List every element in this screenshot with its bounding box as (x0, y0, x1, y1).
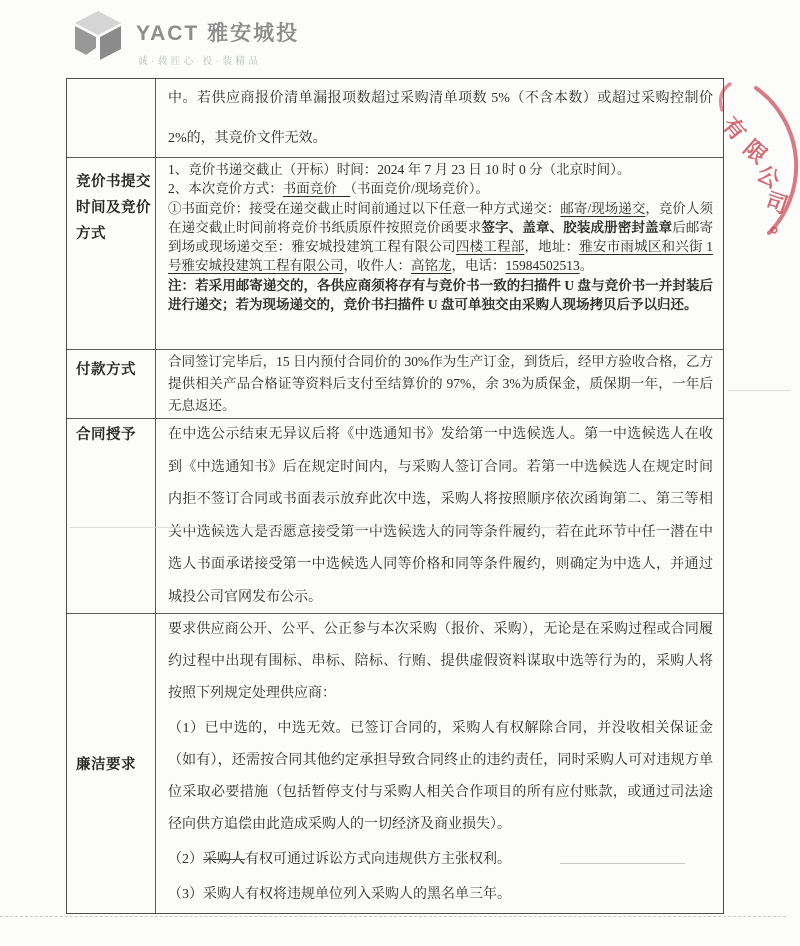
paragraph (168, 351, 713, 417)
paragraph (168, 713, 713, 841)
text-segment: 后邮寄到场或现场递交至：雅安城投建筑工程有限公司 (168, 219, 714, 255)
row-content-cell (156, 158, 723, 349)
text-segment: 四楼工程部 (455, 239, 525, 255)
text-segment: 中。若供应商报价清单漏报项数超过采购清单项数 5%（不含本数）或超过采购控制价 2%的，其竞价文件无效。 (168, 91, 713, 146)
paragraph (168, 199, 713, 276)
paragraph (168, 179, 713, 198)
text-segment: 在中选公示结束无异议后将《中选通知书》发给第一中选候选人。第一中选候选人在收到《中选通知书》后在规定时间内，与采购人签订合同。若第一中选候选人在规定时间内拒不签订合同或书面表示放弃此次中选，采购人将按照顺序依次函询第二、第三等相关中选候选人是否愿意接受第一中选候选人的同等条件履约，若在此环节中任一潜在中选人书面承诺接受第一中选候选人同等价格和同等条件履约，则确定为中选人，并通过城投公司官网发布公示。 (168, 427, 713, 605)
logo-title: YACT 雅安城投 (136, 22, 300, 45)
table-row-submission-time-method (67, 157, 723, 349)
table-row-integrity-requirements (67, 613, 723, 913)
row-header-cell: 合同授予 (67, 419, 156, 613)
text-segment: 1、竞价书递交截止（开标）时间：2024 年 7 月 23 日 10 时 0 分（北京时间）。 (168, 162, 631, 177)
paragraph (168, 614, 713, 710)
logo-text-block (136, 8, 299, 67)
text-segment: （1）已中选的，中选无效。已签订合同的，采购人有权解除合同，并没收相关保证金（如有），还需按合同其他约定承担导致合同终止的违约责任，同时采购人可对违规方单位采取必要措施（包括暂停支付与采购人相关合作项目的所有应付账款，或通过司法途径向供方追偿由此造成采购人的一切经济及商业损失）。 (168, 721, 713, 832)
row-header-cell: 廉洁要求 (67, 614, 156, 913)
seal-character: 公 (752, 160, 785, 194)
table-row-contract-award (67, 418, 723, 613)
text-segment: ，收件人： (343, 258, 411, 274)
text-segment: 合同签订完毕后，15 日内预付合同价的 30%作为生产订金，到货后，经甲方验收合格，乙方提供相关产品合格证等资料后支付至结算价的 97%，余 3%为质保金，质保期一年，一年后无息返还。 (168, 354, 713, 413)
text-segment: 高铭龙 (411, 258, 452, 274)
company-logo (72, 8, 299, 67)
table-row-payment-method (67, 349, 723, 418)
text-segment: （3）采购人有权将违规单位列入采购人的黑名单三年。 (168, 887, 511, 902)
seal-character: 限 (738, 135, 772, 169)
text-segment: 签字、盖章、胶装成册密封盖章 (481, 219, 673, 235)
text-segment: 采购人 (203, 852, 245, 867)
text-segment: 要求供应商公开、公平、公正参与本次采购（报价、采购），无论是在采购过程或合同履约过程中出现有围标、串标、陪标、行贿、提供虚假资料谋取中选等行为的，采购人将按照下列规定处理供应商： (168, 622, 713, 701)
row-content-cell (156, 614, 723, 913)
text-segment: ①书面竞价：接受在递交截止时间前通过以下任意一种方式递交： (168, 200, 561, 216)
text-segment: 有权可通过诉讼方式向违规供方主张权利。 (245, 852, 511, 867)
row-header-cell: 付款方式 (67, 350, 156, 418)
text-segment: （书面竞价/现场竞价）。 (350, 181, 490, 197)
seal-character: 。 (769, 211, 795, 239)
text-segment: 注：若采用邮寄递交的，各供应商须将存有与竞价书一致的扫描件 U 盘与竞价书一并封装后进行递交；若为现场递交的，竞价书扫描件 U 盘可单独交由采购人现场拷贝后予以归还。 (168, 277, 713, 313)
paragraph (168, 276, 713, 315)
paragraph (168, 879, 713, 911)
paragraph (168, 844, 713, 876)
seal-character: 司 (762, 187, 792, 219)
row-content-cell (156, 350, 723, 418)
text-segment: 。 (579, 258, 594, 274)
terms-table (66, 78, 724, 914)
text-segment: 15984502513 (505, 258, 580, 274)
row-header-cell: 竞价书提交时间及竞价方式 (67, 158, 156, 349)
row-content-cell (156, 79, 723, 157)
text-segment: 2、本次竞价方式： (168, 181, 283, 197)
logo-tagline: 诚·载匠心 投·装精品 (138, 56, 262, 67)
paragraph (168, 160, 713, 179)
seal-character: 有 (717, 112, 751, 146)
table-row-continued-clause (67, 79, 723, 157)
paragraph (168, 419, 713, 613)
text-segment: 雅安市雨城区和兴街 1 号雅安城投建筑工程有限公司 (168, 239, 714, 274)
text-segment: （2） (168, 852, 203, 867)
row-header-cell (67, 79, 156, 157)
text-segment: 书面竞价 (282, 181, 351, 197)
cube-logo-icon (72, 8, 124, 62)
scan-artifact-line (728, 390, 790, 391)
row-content-cell (156, 419, 723, 613)
text-segment: ，地址： (524, 239, 580, 255)
text-segment: 邮寄/现场递交 (560, 200, 646, 216)
scan-artifact-line (0, 916, 786, 917)
text-segment: ，竞价人须在递交截止时间前将竞价书纸质原件按照竞价函要求 (168, 200, 713, 235)
text-segment: ，电话： (451, 258, 506, 274)
paragraph (168, 79, 713, 157)
